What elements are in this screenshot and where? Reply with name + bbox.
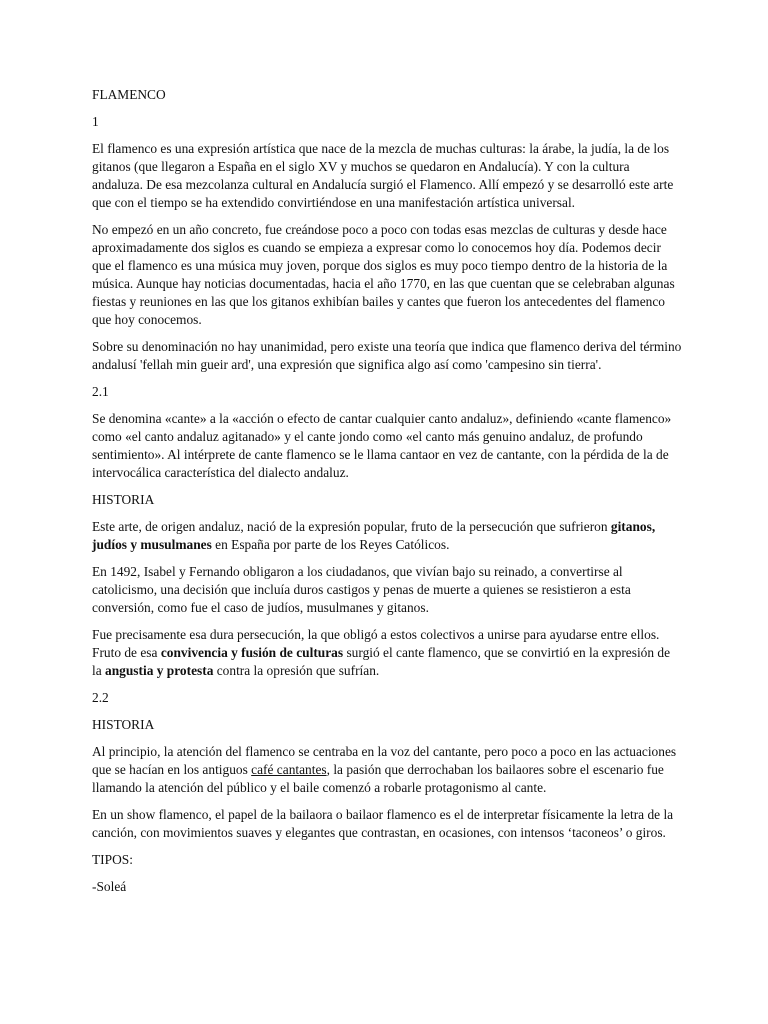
paragraph-text: Fue precisamente esa dura persecución, la que obligó a estos colectivos a unirse para ayudarse entre ellos. Fruto de esa — [92, 627, 660, 660]
document-content — [92, 86, 682, 905]
paragraph-text: en España por parte de los Reyes Católicos. — [211, 537, 450, 552]
paragraph-text: Este arte, de origen andaluz, nació de la expresión popular, fruto de la persecución que sufrieron — [92, 519, 611, 534]
paragraph: En 1492, Isabel y Fernando obligaron a los ciudadanos, que vivían bajo su reinado, a convertirse al catolicismo, una decisión que incluía duros castigos y penas de muerte a quienes se resistieron a esta conversión, como fue el caso de judíos, musulmanes y gitanos. — [92, 564, 631, 615]
paragraph: El flamenco es una expresión artística que nace de la mezcla de muchas culturas: la árabe, la judía, la de los gitanos (que llegaron a España en el siglo XV y muchos se quedaron en Andalucía). Y con la cultura andaluza. De esa mezcolanza cultural en Andalucía surgió el Flamenco. Allí empezó y se desarrolló este arte que con el tiempo se ha extendido convirtiéndose en una manifestación artística universal. — [92, 141, 674, 210]
paragraph-text: , la pasión que derrochaban los bailaores sobre el escenario fue llamando la atención del público y el baile comenzó a robarle protagonismo al cante. — [92, 762, 664, 795]
section-heading: TIPOS: — [92, 852, 133, 867]
paragraph: Sobre su denominación no hay unanimidad, pero existe una teoría que indica que flamenco deriva del término andalusí 'fellah min gueir ard', una expresión que significa algo así como 'campesino sin tierra'. — [92, 339, 682, 372]
bold-text: gitanos, judíos y musulmanes — [92, 519, 656, 552]
section-number: 2.2 — [92, 690, 109, 705]
bold-text: convivencia y fusión de culturas — [160, 645, 344, 660]
paragraph — [92, 743, 682, 797]
paragraph — [92, 518, 682, 554]
paragraph: No empezó en un año concreto, fue creándose poco a poco con todas esas mezclas de culturas y desde hace aproximadamente dos siglos es cuando se empieza a expresar como lo conocemos hoy día. Podemos decir que el flamenco es una música muy joven, porque dos siglos es muy poco tiempo dentro de la historia de la música. Aunque hay noticias documentadas, hacia el año 1770, en las que cuentan que se celebraban algunas fiestas y reuniones en las que los gitanos exhibían bailes y cantes que fueron los antecedentes del flamenco que hoy conocemos. — [92, 222, 675, 327]
paragraph: En un show flamenco, el papel de la bailaora o bailaor flamenco es el de interpretar físicamente la letra de la canción, con movimientos suaves y elegantes que contrastan, en ocasiones, con intensos ‘taconeos’ o giros. — [92, 807, 674, 840]
section-number: 2.1 — [92, 384, 109, 399]
section-heading: HISTORIA — [92, 717, 155, 732]
paragraph-text: Al principio, la atención del flamenco se centraba en la voz del cantante, pero poco a poco en las actuaciones que se hacían en los antiguos — [92, 744, 677, 777]
list-item: -Soleá — [92, 879, 127, 894]
underlined-text: café cantantes — [251, 762, 327, 777]
section-heading: HISTORIA — [92, 492, 155, 507]
paragraph-text: contra la opresión que sufrían. — [213, 663, 380, 678]
paragraph-text: surgió el cante flamenco, que se convirtió en la expresión de la — [92, 645, 671, 678]
paragraph — [92, 626, 682, 680]
paragraph: Se denomina «cante» a la «acción o efecto de cantar cualquier canto andaluz», definiendo «cante flamenco» como «el canto andaluz agitanado» y el cante jondo como «el canto más genuino andaluz, de profundo sentimiento». Al intérprete de cante flamenco se le llama cantaor en vez de cantante, con la pérdida de la de intervocálica característica del dialecto andaluz. — [92, 411, 672, 480]
section-number: 1 — [92, 114, 99, 129]
bold-text: angustia y protesta — [105, 663, 214, 678]
document-title: FLAMENCO — [92, 87, 166, 102]
